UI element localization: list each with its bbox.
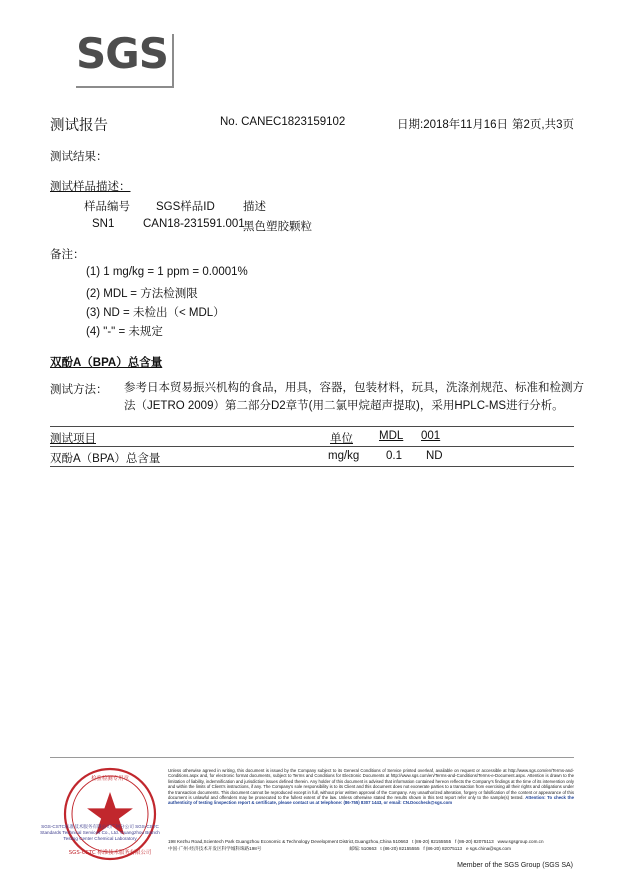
remark-item-3: (3) ND = 未检出（< MDL） [86,307,225,319]
result-row-mdl: 0.1 [386,450,402,462]
remark-item-2: (2) MDL = 方法检测限 [86,288,198,300]
address-cn-zip: 邮编: 510663 [349,846,377,851]
method-line-2: 法（JETRO 2009）第二部分D2章节(用二氯甲烷超声提取)，采用HPLC-MS进行分析。 [124,400,564,412]
method-label: 测试方法： [50,384,108,396]
legal-disclaimer [168,768,574,806]
address-row-cn [168,845,574,852]
sgs-logo [76,29,186,84]
result-header-item: 测试项目 [50,433,96,445]
legal-main-text: Unless otherwise agreed in writing, this document is issued by the Company subject to its General Conditions of Service printed overleaf, available on request or accessible at http://www.sgs.com/en/Terms-and-Conditions.aspx and, for electronic format documents, subject to Terms and Conditions for Electronic Documents at http://www.sgs.com/en/Terms-and-Conditions/Terms-e-Document.aspx. Attention is drawn to the limitation of liability, indemnification and jurisdiction issues defined therein. Any holder of this document is advised that information contained hereon reflects the Company's findings at the time of its intervention only and within the limits of Client's instructions, if any. The Company's sole responsibility is to its Client and this document does not exonerate parties to a transaction from exercising all their rights and obligations under the transaction documents. This document cannot be reproduced except in full, without prior written approval of the Company. Any unauthorized alteration, forgery or falsification of the content or appearance of this document is unlawful and offenders may be prosecuted to the fullest extent of the law. Unless otherwise stated the results shown in this test report refer only to the sample(s) tested. [168,768,574,801]
svg-text:检验检测专用章: 检验检测专用章 [91,776,129,782]
sample-row-no: SN1 [92,218,115,230]
method-line-1: 参考日本贸易振兴机构的食品，用具，容器，包装材料，玩具，洗涤剂规范、标准和检测方 [124,382,584,394]
remark-item-4: (4) "-" = 未规定 [86,326,163,338]
title-row [50,114,574,134]
address-row-en [168,838,574,845]
result-header-unit: 单位 [330,433,353,445]
logo-underline [76,86,172,88]
address-en-fax: f (86-20) 82075113 [454,839,494,844]
address-cn-fax: f (86-20) 82075113 [423,846,463,851]
logo-vertical-tick [172,34,174,88]
sample-table-header-id: SGS样品ID [156,201,215,213]
remark-item-1: (1) 1 mg/kg = 1 ppm = 0.0001% [86,266,248,278]
sample-table-header-desc: 描述 [243,201,266,213]
address-cn-tel: t (86-20) 82155555 [380,846,420,851]
report-number: No. CANEC1823159102 [220,116,346,128]
result-header-mdl: MDL [379,430,404,442]
result-table-header-rule [50,446,574,447]
report-date: 日期:2018年11月16日 [397,119,509,131]
footer-address-block [168,838,574,852]
address-cn-mail: e sgs.china@sgs.com [465,846,511,851]
address-en: 198 Kezhu Road,Scientech Park Guangzhou Economic & Technology Development District,Guangzhou,China 510663 [168,839,409,844]
page-title: 测试报告 [50,118,108,134]
remarks-label: 备注： [50,249,85,261]
result-header-sample-001: 001 [421,430,441,442]
sample-row-desc: 黑色塑胶颗粒 [243,221,312,233]
svg-text:SGS-CSTC 标准技术服务有限公司: SGS-CSTC 标准技术服务有限公司 [68,850,152,856]
address-en-web: www.sgsgroup.com.cn [497,839,544,844]
result-row-item: 双酚A（BPA）总含量 [50,453,161,465]
address-en-tel: t (86-20) 82155555 [412,839,452,844]
legal-attention-text: Attention: To check the authenticity of testing /inspection report & certificate, please contact us at telephone: (86-755) 8307 1443, or email: CN.Doccheck@sgs.com [168,795,574,806]
sample-table-header-no: 样品编号 [84,201,130,213]
results-label: 测试结果： [50,151,108,163]
result-table-top-rule [50,426,574,427]
address-cn: 中国·广州·经济技术开发区科学城科珠路198号 [168,846,262,851]
footer-divider [50,757,574,758]
seal-caption: SGS-CSTC标准技术服务有限公司广州分公司 SGS-CSTC Standards Technical Services Co., Ltd. Guangzhou Branch Testing Center Chemical Laboratory [40,824,160,841]
page-number: 第2页,共3页 [512,119,574,131]
sgs-group-member-note: Member of the SGS Group (SGS SA) [457,862,573,869]
section-title: 双酚A（BPA）总含量 [50,357,163,369]
sample-description-label: 测试样品描述： [50,181,131,193]
sgs-logo-text: SGS [76,29,168,78]
result-row-value: ND [426,450,443,462]
result-row-unit: mg/kg [328,450,360,462]
result-table-bottom-rule [50,466,574,467]
sample-row-id: CAN18-231591.001 [143,218,245,230]
official-seal-star-icon [62,766,158,862]
